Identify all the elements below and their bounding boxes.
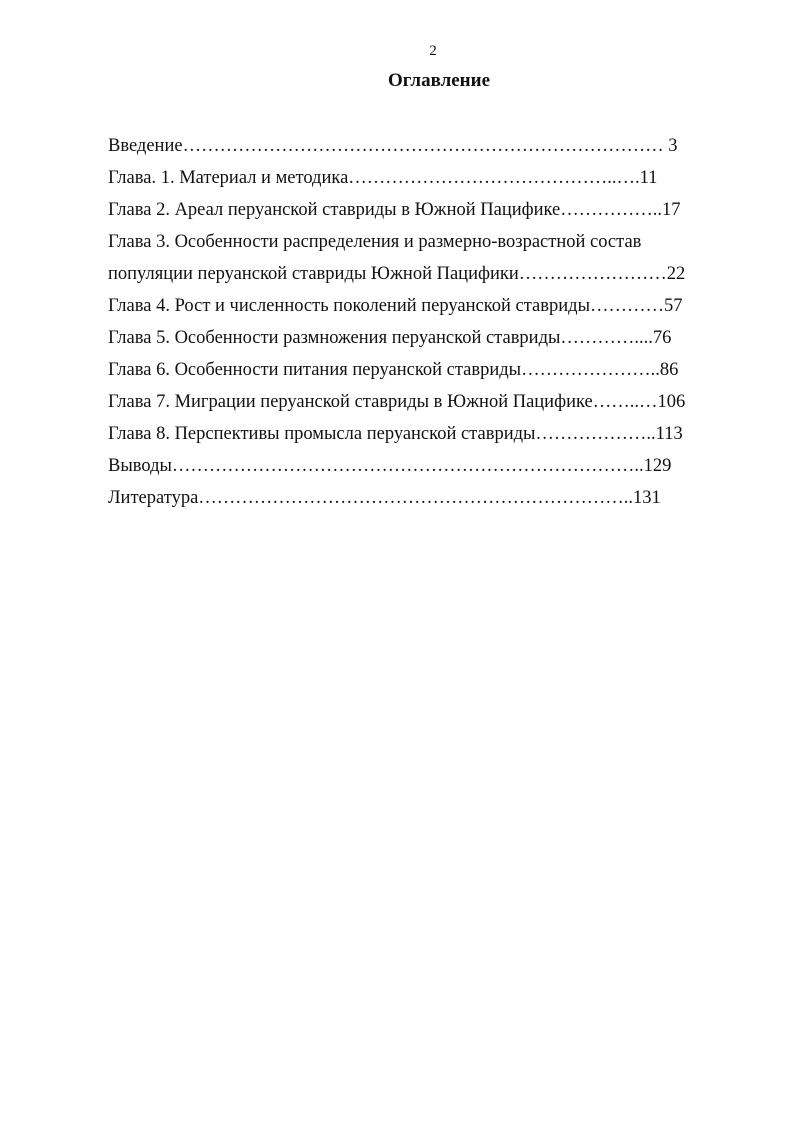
toc-entry-conclusions: Выводы…………………………………………………………………..129 — [108, 456, 672, 476]
toc-entry-introduction: Введение…………………………………………………………………… 3 — [108, 136, 678, 156]
toc-entry-chapter-4: Глава 4. Рост и численность поколений перуанской ставриды…………57 — [108, 296, 683, 316]
toc-entry-chapter-1: Глава. 1. Материал и методика……………………………………..….11 — [108, 168, 658, 188]
toc-entry-chapter-8: Глава 8. Перспективы промысла перуанской ставриды………………..113 — [108, 424, 683, 444]
toc-entry-chapter-2: Глава 2. Ареал перуанской ставриды в Южной Пацифике……………..17 — [108, 200, 681, 220]
toc-entry-references: Литература……………………………………………………………..131 — [108, 488, 661, 508]
toc-entry-chapter-6: Глава 6. Особенности питания перуанской ставриды…………………..86 — [108, 360, 679, 380]
toc-entry-chapter-3-line-2: популяции перуанской ставриды Южной Пацифики……………………22 — [108, 264, 686, 284]
toc-entry-chapter-5: Глава 5. Особенности размножения перуанской ставриды…………....76 — [108, 328, 672, 348]
toc-entry-chapter-7: Глава 7. Миграции перуанской ставриды в Южной Пацифике……..…106 — [108, 392, 686, 412]
table-of-contents — [108, 135, 708, 519]
toc-entry-chapter-3-line-1: Глава 3. Особенности распределения и размерно-возрастной состав — [108, 232, 642, 252]
page-title: Оглавление — [387, 70, 491, 91]
page-number: 2 — [429, 43, 437, 59]
